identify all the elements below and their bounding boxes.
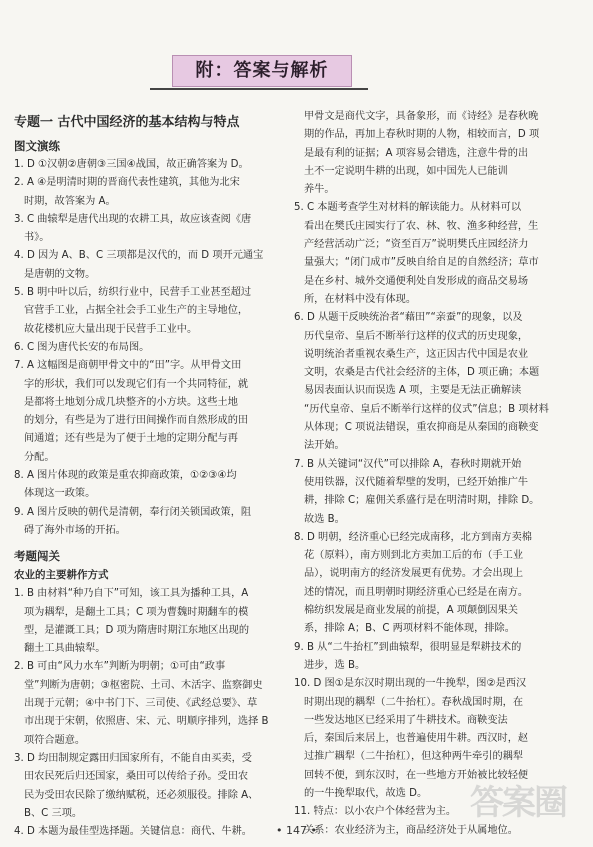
answer-line: 9. B 从“二牛抬杠”到曲辕犁，很明显是犁耕技术的: [294, 641, 522, 653]
answer-line: 1. D ①汉朝②唐朝③三国④战国，故正确答案为 D。: [14, 159, 249, 170]
answer-line: 的划分，有些是为了进行田间操作而自然形成的田: [24, 415, 249, 427]
answer-line: 从体现；C 项说法错误，重农抑商是从秦国的商鞅变: [304, 422, 539, 434]
answer-line: 2. A ④是明清时期的晋商代表性建筑，其他为北宋: [14, 177, 240, 189]
answer-line: 易因表面认识而误选 A 项，主要是无法正确解读: [304, 385, 522, 397]
answer-line: 后，秦国后来居上，也普遍使用牛耕。西汉时，赵: [304, 733, 529, 745]
answer-line: 时期，故答案为 A。: [24, 195, 116, 207]
answer-line: 看出在樊氏庄园实行了农、林、牧、渔多种经营，生: [304, 220, 539, 232]
more-answers: [294, 199, 566, 839]
answer-line: 6. C 图为唐代长安的布局图。: [14, 341, 150, 353]
answer-line: 翻土工具曲辕犁。: [24, 643, 106, 655]
answer-line: 体现这一政策。: [24, 488, 96, 500]
answer-line: 的一牛挽犁取代，故选 D。: [304, 787, 428, 799]
answer-line: 6. D 从题干反映统治者“藉田”“亲蚕”的现象，以及: [294, 312, 523, 324]
answer-line: 品），说明南方的经济发展更有优势。才会出现上: [304, 568, 524, 580]
answer-line: 是最有利的证据；A 项容易会错选，注意牛骨的出: [304, 147, 529, 159]
answer-line: 出现于元朝；④中书门下、三司使、《武经总要》、草: [24, 698, 258, 710]
answer-line: 关系：农业经济为主，商品经济处于从属地位。: [304, 824, 518, 836]
answer-line: 土不一定说明牛耕的出现，如中国先人已能训: [304, 165, 508, 177]
answer-line: 进步，选 B。: [304, 659, 366, 671]
answer-line: 故花楼机应大量出现于民营手工业中。: [24, 323, 198, 335]
answer-line: 碍了海外市场的开拓。: [24, 524, 126, 536]
answer-line: 时期出现的耦犁（二牛抬杠）。春秋战国时期，在: [304, 696, 524, 708]
answer-line: 8. A 图片体现的政策是重农抑商政策，①②③④均: [14, 470, 237, 482]
subsection-title: 农业的主要耕作方式: [14, 569, 109, 582]
answer-line: 产经营活动广泛；“资至百万”说明樊氏庄园经济力: [304, 239, 529, 251]
answer-line: 文明，农桑是古代社会经济的主体，D 项正确；本题: [304, 367, 540, 379]
answer-line: 书》。: [24, 232, 50, 244]
page-number: • 147 •: [276, 824, 317, 837]
answer-line: 间通道；还有些是为了便于土地的定期分配与再: [24, 433, 238, 445]
answer-line: 分配。: [24, 451, 55, 463]
answer-line: 养牛。: [304, 184, 335, 196]
continued-answer: [294, 108, 566, 199]
answer-line: 田农民死后归还国家，桑田可以传给子孙。受田农: [24, 771, 249, 783]
answer-line: 堂”判断为唐朝；③枢密院、土司、木活字、监察御史: [24, 679, 263, 691]
answer-line: 法开始。: [304, 440, 345, 452]
answer-line: 市出现于宋朝，依照唐、宋、元、明顺序排列，选择 B: [24, 716, 269, 728]
answer-line: 过推广耦犁（二牛抬杠），但这种两牛牵引的耦犁: [304, 751, 524, 763]
answer-line: 棉纺织发展是商业发展的前提，A 项颠倒因果关: [304, 605, 518, 617]
answer-line: 11. 特点：以小农户个体经营为主。: [294, 806, 457, 818]
answer-line: 项为耦犁，是翻土工具；C 项为曹魏时期翻车的模: [24, 606, 249, 618]
answer-line: 故选 B。: [304, 513, 345, 525]
answer-line: 7. B 从关键词“汉代”可以排除 A，春秋时期就开始: [294, 458, 522, 470]
answer-line: 花（原料），南方则到北方卖加工后的布（手工业: [304, 550, 524, 562]
answer-line: 5. C 本题考查学生对材料的解读能力。从材料可以: [294, 202, 522, 214]
right-column: [294, 108, 566, 840]
answer-line: 系，排除 A；B、C 两项材料不能体现，排除。: [304, 623, 515, 635]
answer-line: 所，在材料中没有体现。: [304, 293, 417, 305]
section-title-practice: 图文演练: [14, 139, 60, 153]
appendix-banner: 附：答案与解析: [172, 55, 352, 87]
answer-line: 字的形状，我们可以发现它们有一个共同特征，就: [24, 378, 249, 390]
answer-line: 是都将土地划分成几块整齐的小方块。这些土地: [24, 396, 238, 408]
answer-line: 回转不便，到东汉时，在一些地方开始被比较轻便: [304, 769, 529, 781]
answer-line: 期的作品，再加上春秋时期的人物，相较而言，D 项: [304, 129, 540, 141]
answer-line: 8. D 明朝，经济重心已经完成南移，北方到南方卖棉: [294, 531, 532, 543]
answer-line: 述的情况，而且明朝时期经济重心已经是在南方。: [304, 586, 529, 598]
practice-answers: [14, 156, 286, 540]
left-column: [14, 112, 286, 841]
answer-line: B、C 三项。: [24, 807, 83, 819]
answer-line: 2. B 可由“风力水车”判断为明朝；①可由“政事: [14, 661, 226, 673]
banner-underline: [150, 88, 368, 90]
watermark-logo: 答案圈: [470, 783, 566, 823]
answer-line: 3. D 均田制规定露田归国家所有，不能自由买卖，受: [14, 752, 252, 764]
answer-line: 说明统治者重视农桑生产，这正因古代中国是农业: [304, 348, 529, 360]
answer-line: 1. B 由材料“种乃自下”可知，该工具为播种工具，A: [14, 588, 249, 600]
topic-title: 专题一 古代中国经济的基本结构与特点: [14, 115, 240, 130]
section-title-exam: 考题闯关: [14, 549, 60, 564]
answer-line: 3. C 曲辕犁是唐代出现的农耕工具，故应该查阅《唐: [14, 213, 252, 225]
answer-line: 甲骨文是商代文字，具备象形，而《诗经》是春秋晚: [304, 111, 539, 122]
answer-line: 耕，排除 C；雇佣关系盛行是在明清时期，排除 D。: [304, 495, 540, 507]
answer-line: 4. D 本题为最佳型选择题。关键信息：商代、牛耕。: [14, 826, 252, 838]
answer-line: 历代皇帝、皇后不断举行这样的仪式的历史现象，: [304, 330, 529, 342]
answer-line: 5. B 明中叶以后，纺织行业中，民营手工业甚至超过: [14, 287, 252, 299]
answer-line: 9. A 图片反映的朝代是清朝，奉行闭关锁国政策，阻: [14, 506, 252, 518]
answer-line: 一些发达地区已经采用了牛耕技术。商鞅变法: [304, 714, 508, 726]
answer-line: 使用铁器，汉代随着犁壁的发明，已经开始推广牛: [304, 476, 529, 488]
answer-line: 4. D 因为 A、B、C 三项都是汉代的，而 D 项开元通宝: [14, 250, 264, 262]
answer-line: 型，是灌溉工具；D 项为隋唐时期江东地区出现的: [24, 624, 250, 636]
answer-line: 项符合题意。: [24, 734, 86, 746]
answer-line: “历代皇帝、皇后不断举行这样的仪式”信息；B 项材料: [304, 403, 549, 415]
answer-line: 民为受田农民除了缴纳赋税，还必须服役。排除 A、: [24, 789, 259, 801]
answer-line: 7. A 这幅图是商朝甲骨文中的“田”字。从甲骨文田: [14, 360, 242, 372]
answer-line: 是唐朝的文物。: [24, 268, 96, 280]
exam-answers: [14, 585, 286, 841]
answer-line: 量强大；“闭门成市”反映自给自足的自然经济；草市: [304, 257, 539, 269]
answer-line: 10. D 图①是东汉时期出现的一牛挽犁，图②是西汉: [294, 678, 527, 690]
answer-line: 官营手工业，占据全社会手工业生产的主导地位，: [24, 305, 249, 317]
answer-line: 是在乡村、城外交通便利处自发形成的商品交易场: [304, 275, 529, 287]
